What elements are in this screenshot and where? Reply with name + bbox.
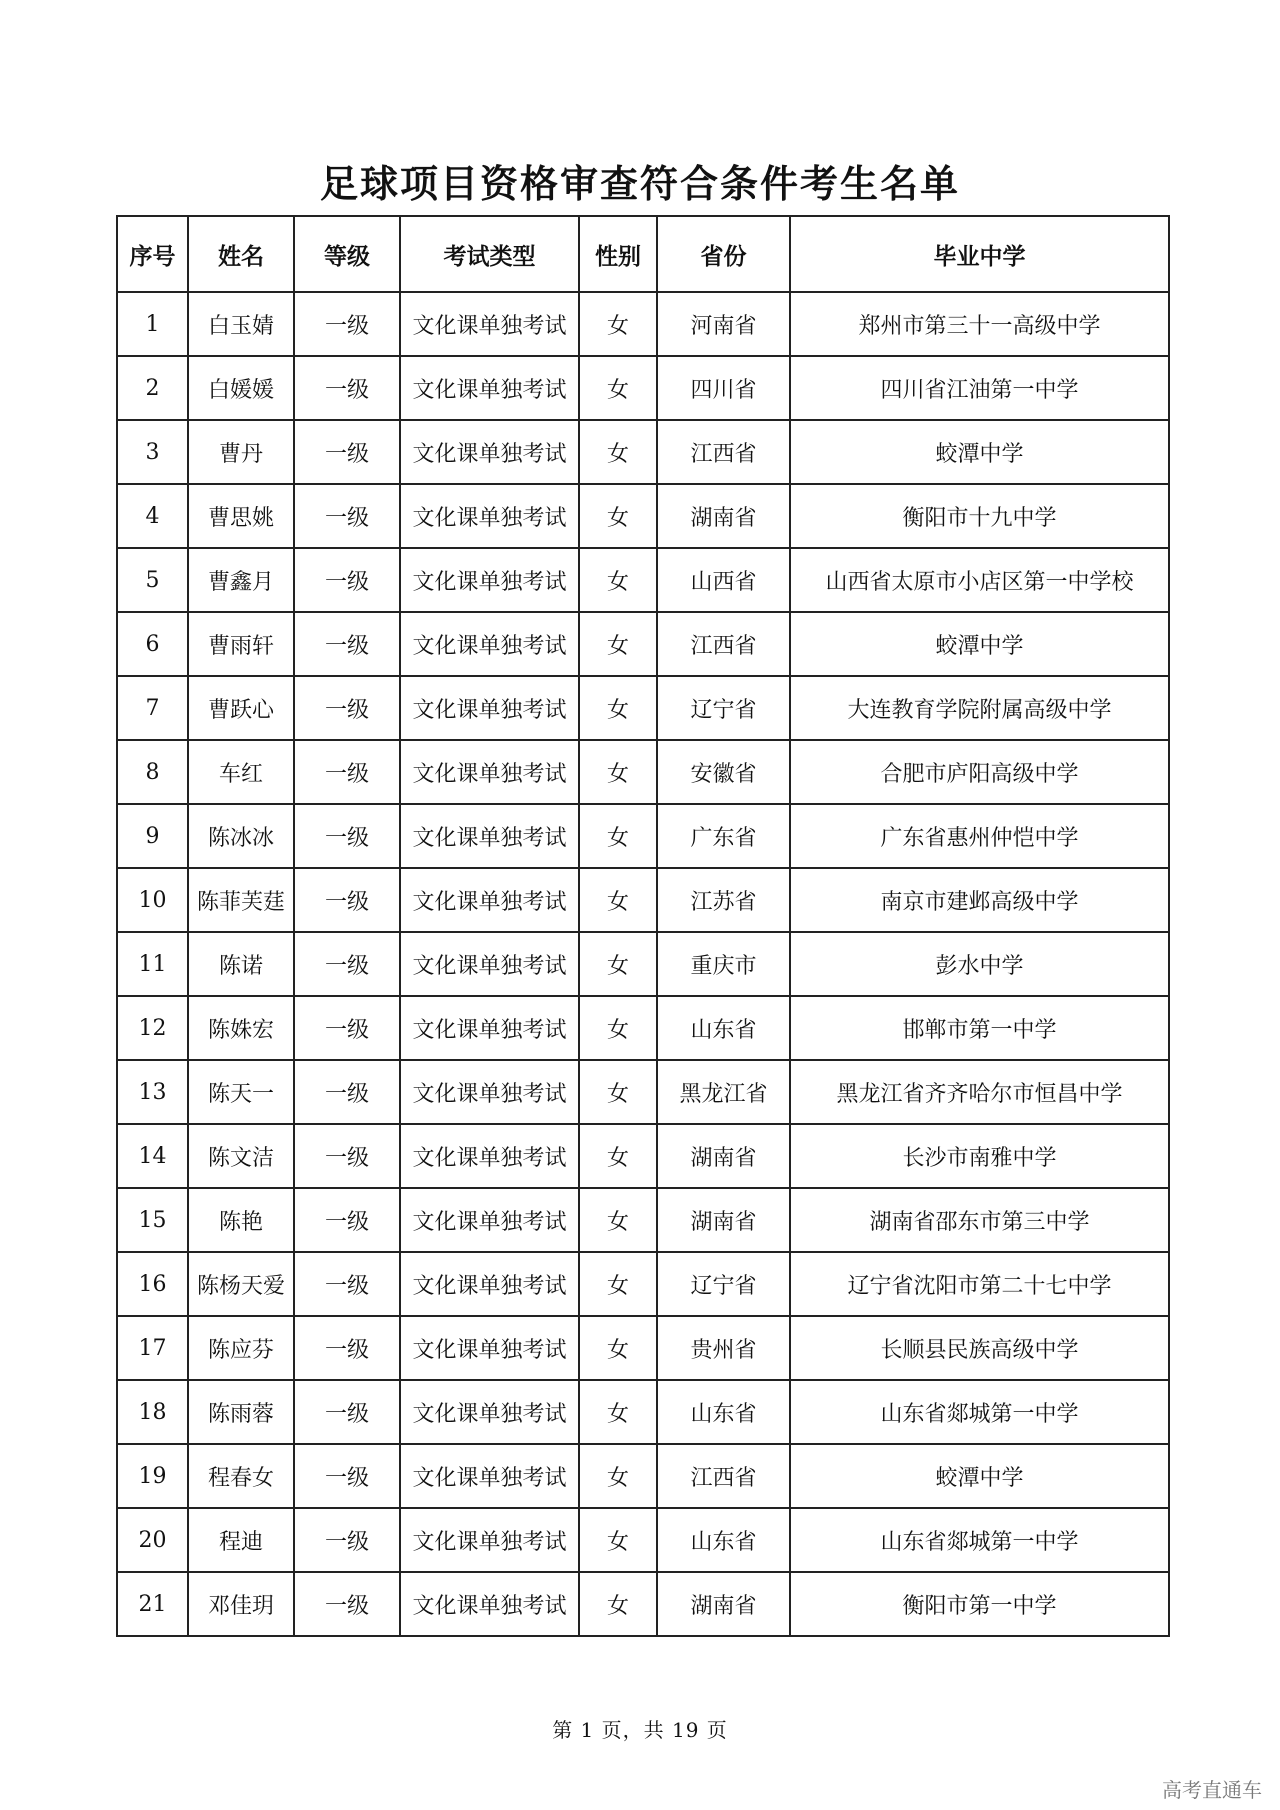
- cell-school: 山东省郯城第一中学: [790, 1380, 1169, 1444]
- cell-exam-type: 文化课单独考试: [400, 1124, 579, 1188]
- cell-level: 一级: [294, 1508, 400, 1572]
- cell-province: 江西省: [657, 1444, 790, 1508]
- cell-province: 贵州省: [657, 1316, 790, 1380]
- page-number: 第 1 页，共 19 页: [552, 1718, 728, 1742]
- cell-seq: 21: [117, 1572, 188, 1636]
- cell-school: 衡阳市十九中学: [790, 484, 1169, 548]
- cell-province: 江苏省: [657, 868, 790, 932]
- cell-name: 陈文洁: [188, 1124, 294, 1188]
- cell-level: 一级: [294, 676, 400, 740]
- cell-province: 广东省: [657, 804, 790, 868]
- cell-seq: 2: [117, 356, 188, 420]
- cell-province: 辽宁省: [657, 676, 790, 740]
- cell-gender: 女: [579, 996, 657, 1060]
- cell-school: 黑龙江省齐齐哈尔市恒昌中学: [790, 1060, 1169, 1124]
- cell-name: 曹雨轩: [188, 612, 294, 676]
- cell-seq: 11: [117, 932, 188, 996]
- cell-level: 一级: [294, 1572, 400, 1636]
- table-body: [117, 292, 1169, 1636]
- cell-seq: 18: [117, 1380, 188, 1444]
- cell-seq: 19: [117, 1444, 188, 1508]
- cell-exam-type: 文化课单独考试: [400, 420, 579, 484]
- cell-province: 黑龙江省: [657, 1060, 790, 1124]
- cell-gender: 女: [579, 804, 657, 868]
- cell-name: 陈天一: [188, 1060, 294, 1124]
- cell-seq: 14: [117, 1124, 188, 1188]
- cell-name: 陈艳: [188, 1188, 294, 1252]
- table-row: [117, 1508, 1169, 1572]
- header-level: 等级: [294, 216, 400, 292]
- header-exam-type: 考试类型: [400, 216, 579, 292]
- table-row: [117, 740, 1169, 804]
- cell-school: 郑州市第三十一高级中学: [790, 292, 1169, 356]
- cell-exam-type: 文化课单独考试: [400, 1060, 579, 1124]
- cell-gender: 女: [579, 1316, 657, 1380]
- cell-name: 程迪: [188, 1508, 294, 1572]
- cell-exam-type: 文化课单独考试: [400, 1316, 579, 1380]
- cell-name: 陈冰冰: [188, 804, 294, 868]
- cell-school: 彭水中学: [790, 932, 1169, 996]
- cell-province: 河南省: [657, 292, 790, 356]
- cell-exam-type: 文化课单独考试: [400, 676, 579, 740]
- cell-gender: 女: [579, 548, 657, 612]
- cell-exam-type: 文化课单独考试: [400, 996, 579, 1060]
- cell-school: 山东省郯城第一中学: [790, 1508, 1169, 1572]
- cell-seq: 15: [117, 1188, 188, 1252]
- table-row: [117, 932, 1169, 996]
- cell-province: 山东省: [657, 1380, 790, 1444]
- cell-gender: 女: [579, 1508, 657, 1572]
- table-row: [117, 1060, 1169, 1124]
- cell-gender: 女: [579, 1124, 657, 1188]
- cell-level: 一级: [294, 292, 400, 356]
- cell-province: 安徽省: [657, 740, 790, 804]
- table-row: [117, 804, 1169, 868]
- cell-exam-type: 文化课单独考试: [400, 868, 579, 932]
- cell-gender: 女: [579, 1444, 657, 1508]
- cell-gender: 女: [579, 1572, 657, 1636]
- cell-exam-type: 文化课单独考试: [400, 932, 579, 996]
- cell-level: 一级: [294, 484, 400, 548]
- cell-province: 山西省: [657, 548, 790, 612]
- cell-name: 白玉婧: [188, 292, 294, 356]
- cell-gender: 女: [579, 484, 657, 548]
- cell-exam-type: 文化课单独考试: [400, 804, 579, 868]
- cell-seq: 5: [117, 548, 188, 612]
- cell-school: 长顺县民族高级中学: [790, 1316, 1169, 1380]
- cell-name: 曹丹: [188, 420, 294, 484]
- document-title: 足球项目资格审查符合条件考生名单: [319, 162, 960, 206]
- table-row: [117, 1252, 1169, 1316]
- cell-name: 邓佳玥: [188, 1572, 294, 1636]
- cell-level: 一级: [294, 932, 400, 996]
- cell-level: 一级: [294, 1124, 400, 1188]
- table-row: [117, 1572, 1169, 1636]
- cell-exam-type: 文化课单独考试: [400, 356, 579, 420]
- table-row: [117, 1380, 1169, 1444]
- cell-school: 长沙市南雅中学: [790, 1124, 1169, 1188]
- cell-exam-type: 文化课单独考试: [400, 1444, 579, 1508]
- cell-school: 邯郸市第一中学: [790, 996, 1169, 1060]
- header-gender: 性别: [579, 216, 657, 292]
- cell-seq: 20: [117, 1508, 188, 1572]
- table-row: [117, 1316, 1169, 1380]
- table-row: [117, 420, 1169, 484]
- cell-seq: 9: [117, 804, 188, 868]
- cell-name: 陈杨天爱: [188, 1252, 294, 1316]
- cell-name: 白媛媛: [188, 356, 294, 420]
- table-row: [117, 292, 1169, 356]
- cell-exam-type: 文化课单独考试: [400, 1572, 579, 1636]
- cell-exam-type: 文化课单独考试: [400, 292, 579, 356]
- cell-name: 陈菲芙莛: [188, 868, 294, 932]
- cell-name: 曹鑫月: [188, 548, 294, 612]
- cell-province: 江西省: [657, 612, 790, 676]
- cell-seq: 13: [117, 1060, 188, 1124]
- cell-level: 一级: [294, 612, 400, 676]
- candidate-table: [116, 215, 1170, 1637]
- cell-name: 曹思姚: [188, 484, 294, 548]
- table-row: [117, 484, 1169, 548]
- cell-province: 湖南省: [657, 1572, 790, 1636]
- cell-gender: 女: [579, 676, 657, 740]
- header-seq: 序号: [117, 216, 188, 292]
- cell-seq: 17: [117, 1316, 188, 1380]
- cell-gender: 女: [579, 1380, 657, 1444]
- cell-province: 重庆市: [657, 932, 790, 996]
- cell-seq: 6: [117, 612, 188, 676]
- cell-seq: 12: [117, 996, 188, 1060]
- table-row: [117, 868, 1169, 932]
- cell-gender: 女: [579, 740, 657, 804]
- cell-name: 曹跃心: [188, 676, 294, 740]
- cell-gender: 女: [579, 1188, 657, 1252]
- cell-school: 蛟潭中学: [790, 1444, 1169, 1508]
- cell-level: 一级: [294, 1380, 400, 1444]
- table-row: [117, 612, 1169, 676]
- table-row: [117, 1124, 1169, 1188]
- cell-seq: 16: [117, 1252, 188, 1316]
- cell-exam-type: 文化课单独考试: [400, 740, 579, 804]
- cell-school: 大连教育学院附属高级中学: [790, 676, 1169, 740]
- cell-level: 一级: [294, 1252, 400, 1316]
- cell-seq: 3: [117, 420, 188, 484]
- cell-level: 一级: [294, 1316, 400, 1380]
- cell-level: 一级: [294, 548, 400, 612]
- cell-level: 一级: [294, 868, 400, 932]
- cell-level: 一级: [294, 1188, 400, 1252]
- cell-exam-type: 文化课单独考试: [400, 1380, 579, 1444]
- cell-level: 一级: [294, 740, 400, 804]
- cell-name: 陈应芬: [188, 1316, 294, 1380]
- table-row: [117, 996, 1169, 1060]
- cell-exam-type: 文化课单独考试: [400, 548, 579, 612]
- cell-province: 湖南省: [657, 1188, 790, 1252]
- cell-gender: 女: [579, 868, 657, 932]
- cell-seq: 7: [117, 676, 188, 740]
- cell-province: 辽宁省: [657, 1252, 790, 1316]
- table-row: [117, 1444, 1169, 1508]
- cell-province: 湖南省: [657, 484, 790, 548]
- cell-level: 一级: [294, 1060, 400, 1124]
- cell-school: 南京市建邺高级中学: [790, 868, 1169, 932]
- cell-school: 蛟潭中学: [790, 420, 1169, 484]
- cell-school: 辽宁省沈阳市第二十七中学: [790, 1252, 1169, 1316]
- cell-name: 陈诺: [188, 932, 294, 996]
- header-school: 毕业中学: [790, 216, 1169, 292]
- cell-gender: 女: [579, 612, 657, 676]
- table-row: [117, 356, 1169, 420]
- cell-exam-type: 文化课单独考试: [400, 484, 579, 548]
- cell-seq: 8: [117, 740, 188, 804]
- cell-name: 程春女: [188, 1444, 294, 1508]
- cell-school: 山西省太原市小店区第一中学校: [790, 548, 1169, 612]
- cell-gender: 女: [579, 292, 657, 356]
- table-row: [117, 1188, 1169, 1252]
- table-row: [117, 676, 1169, 740]
- cell-level: 一级: [294, 356, 400, 420]
- cell-gender: 女: [579, 1252, 657, 1316]
- cell-school: 四川省江油第一中学: [790, 356, 1169, 420]
- cell-level: 一级: [294, 1444, 400, 1508]
- cell-province: 山东省: [657, 996, 790, 1060]
- cell-school: 合肥市庐阳高级中学: [790, 740, 1169, 804]
- watermark-text: 高考直通车: [1162, 1778, 1262, 1802]
- table-row: [117, 548, 1169, 612]
- cell-exam-type: 文化课单独考试: [400, 1508, 579, 1572]
- cell-school: 衡阳市第一中学: [790, 1572, 1169, 1636]
- cell-gender: 女: [579, 932, 657, 996]
- cell-gender: 女: [579, 420, 657, 484]
- header-province: 省份: [657, 216, 790, 292]
- cell-seq: 4: [117, 484, 188, 548]
- cell-name: 陈姝宏: [188, 996, 294, 1060]
- cell-seq: 10: [117, 868, 188, 932]
- cell-exam-type: 文化课单独考试: [400, 1188, 579, 1252]
- cell-school: 蛟潭中学: [790, 612, 1169, 676]
- cell-province: 湖南省: [657, 1124, 790, 1188]
- table-header-row: [117, 216, 1169, 292]
- cell-exam-type: 文化课单独考试: [400, 1252, 579, 1316]
- cell-level: 一级: [294, 420, 400, 484]
- cell-province: 山东省: [657, 1508, 790, 1572]
- cell-level: 一级: [294, 804, 400, 868]
- cell-name: 车红: [188, 740, 294, 804]
- cell-name: 陈雨蓉: [188, 1380, 294, 1444]
- cell-gender: 女: [579, 1060, 657, 1124]
- cell-exam-type: 文化课单独考试: [400, 612, 579, 676]
- cell-school: 湖南省邵东市第三中学: [790, 1188, 1169, 1252]
- cell-province: 四川省: [657, 356, 790, 420]
- cell-province: 江西省: [657, 420, 790, 484]
- cell-gender: 女: [579, 356, 657, 420]
- cell-level: 一级: [294, 996, 400, 1060]
- cell-school: 广东省惠州仲恺中学: [790, 804, 1169, 868]
- header-name: 姓名: [188, 216, 294, 292]
- cell-seq: 1: [117, 292, 188, 356]
